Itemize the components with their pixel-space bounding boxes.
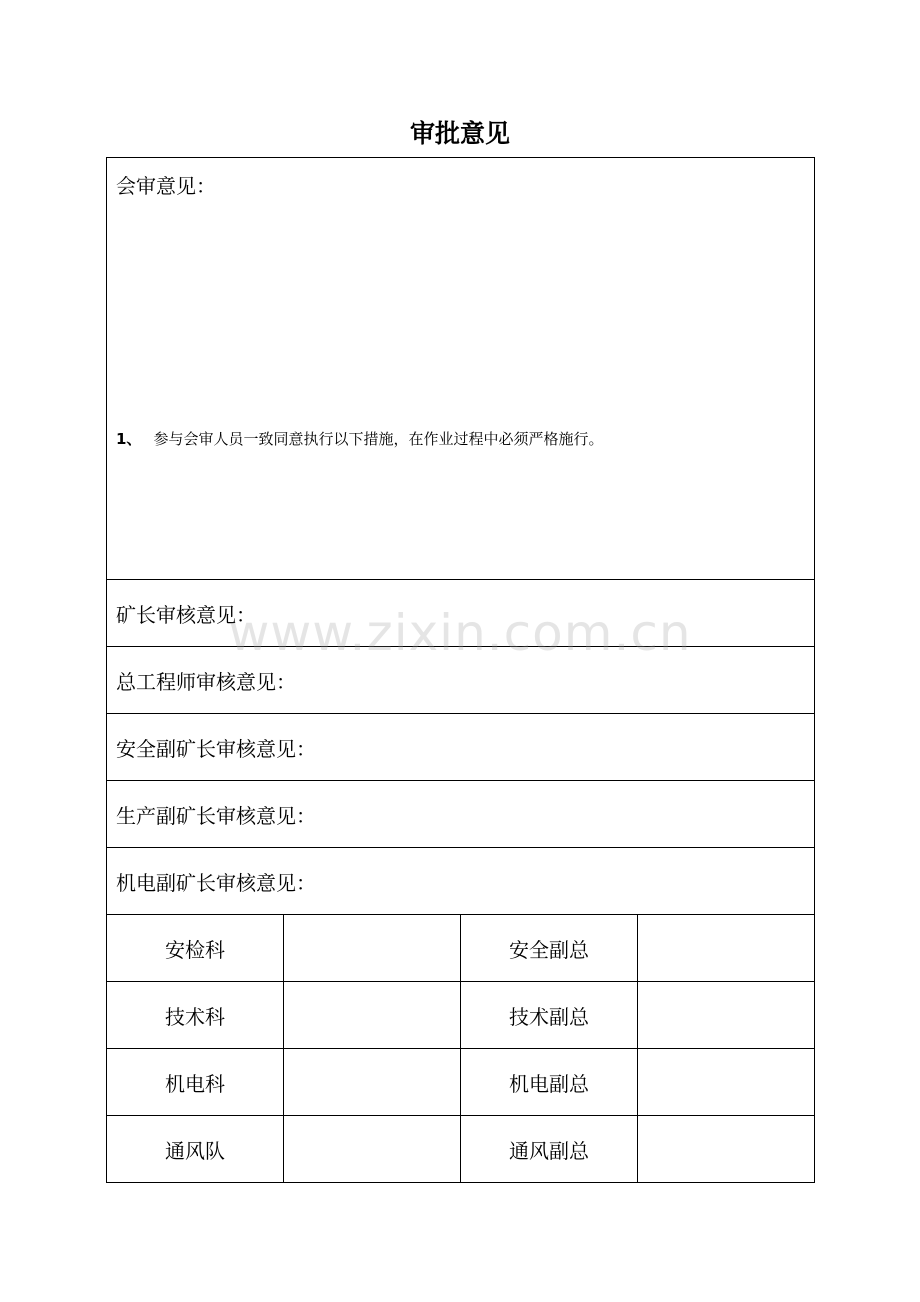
page-title: 审批意见: [409, 119, 510, 148]
signature-field[interactable]: [638, 982, 815, 1049]
mine-manager-review: 矿长审核意见：: [107, 580, 815, 647]
joint-review-item: [116, 428, 603, 450]
deputy-label: 通风副总: [461, 1116, 638, 1183]
dept-label: 通风队: [107, 1116, 284, 1183]
signature-field[interactable]: [284, 982, 461, 1049]
item-text: 参与会审人员一致同意执行以下措施，在作业过程中必须严格施行。: [153, 430, 604, 448]
deputy-label: 技术副总: [461, 982, 638, 1049]
signature-field[interactable]: [284, 1116, 461, 1183]
safety-deputy-review: 安全副矿长审核意见：: [107, 714, 815, 781]
production-deputy-review: 生产副矿长审核意见：: [107, 781, 815, 848]
signature-field[interactable]: [638, 1116, 815, 1183]
joint-review-opinion-cell: [107, 158, 815, 580]
dept-label: 机电科: [107, 1049, 284, 1116]
deputy-label: 安全副总: [461, 915, 638, 982]
dept-label: 安检科: [107, 915, 284, 982]
deputy-label: 机电副总: [461, 1049, 638, 1116]
signature-field[interactable]: [638, 1049, 815, 1116]
joint-review-label: 会审意见：: [116, 174, 216, 198]
watermark: www.zixin.com.cn: [228, 604, 692, 662]
electromech-deputy-review: 机电副矿长审核意见：: [107, 848, 815, 915]
signature-field[interactable]: [284, 1049, 461, 1116]
chief-engineer-review: 总工程师审核意见：: [107, 647, 815, 714]
signature-field[interactable]: [284, 915, 461, 982]
dept-label: 技术科: [107, 982, 284, 1049]
signature-field[interactable]: [638, 915, 815, 982]
item-number: 1、: [116, 430, 142, 448]
approval-form: [106, 157, 815, 1183]
